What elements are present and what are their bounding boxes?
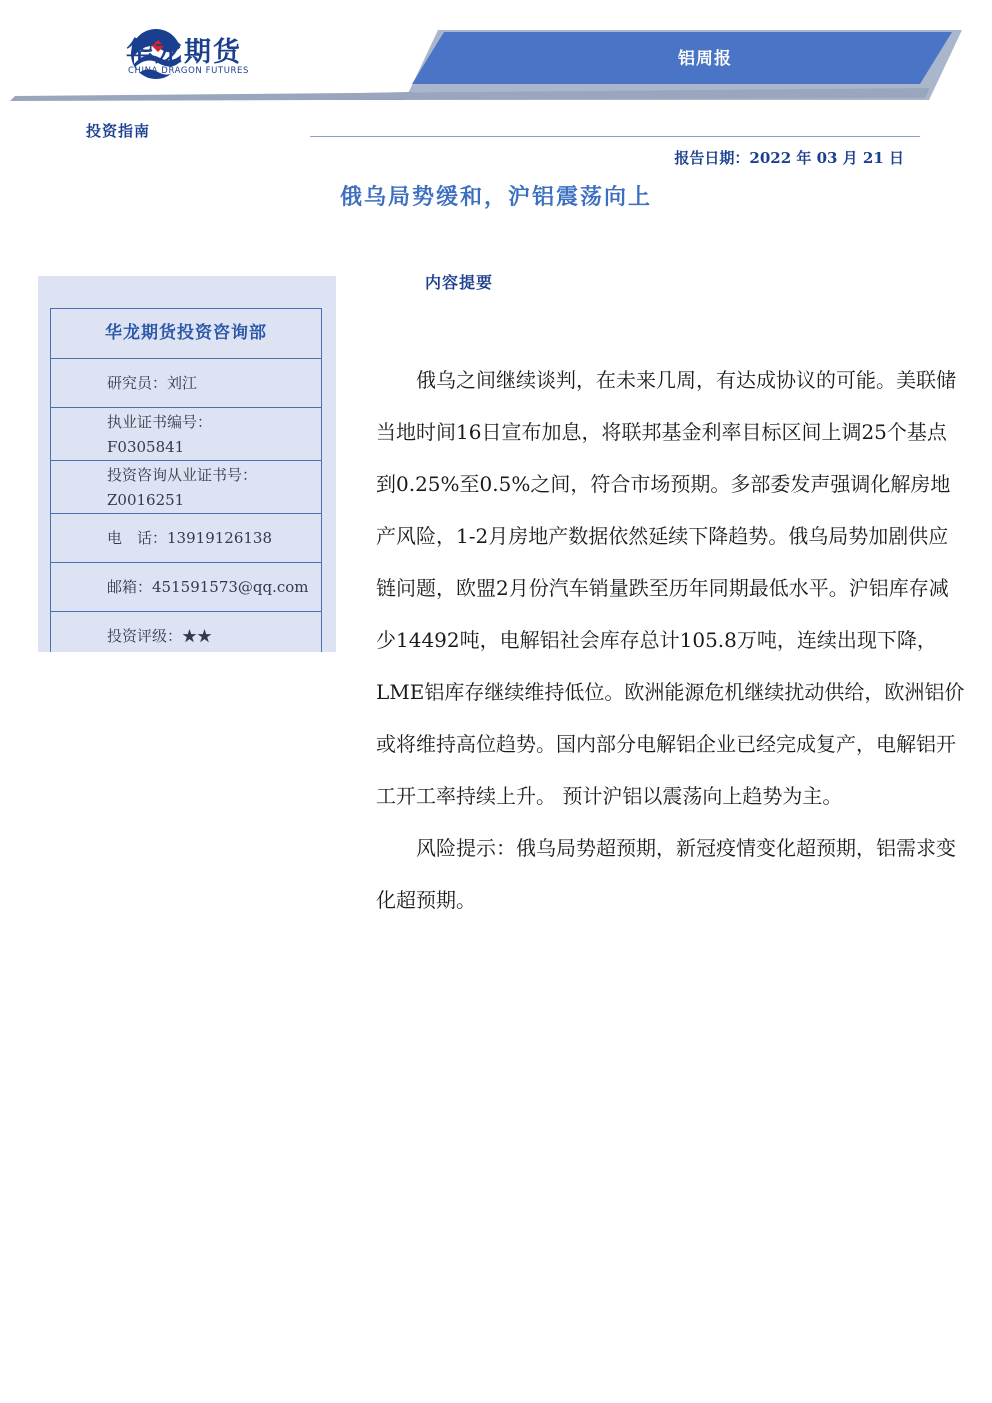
advisory-license-cell xyxy=(51,461,322,514)
header-divider xyxy=(310,136,920,137)
analyst-cell xyxy=(51,359,322,408)
table-row xyxy=(51,359,322,408)
summary-body xyxy=(376,354,966,926)
table-row xyxy=(51,309,322,359)
summary-paragraph: 俄乌之间继续谈判，在未来几周，有达成协议的可能。美联储当地时间16日宣布加息，将联邦基金利率目标区间上调25个基点到0.25%至0.5%之间，符合市场预期。多部委发声强调化解房地产风险，1-2月房地产数据依然延续下降趋势。俄乌局势加剧供应链问题，欧盟2月份汽车销量跌至历年同期最低水平。沪铝库存减少14492吨，电解铝社会库存总计105.8万吨，连续出现下降，LME铝库存继续维持低位。欧洲能源危机继续扰动供给，欧洲铝价或将维持高位趋势。国内部分电解铝企业已经完成复产，电解铝开工开工率持续上升。 预计沪铝以震荡向上趋势为主。 xyxy=(376,368,965,808)
table-row xyxy=(51,461,322,514)
email-value[interactable]: 451591573@qq.com xyxy=(152,577,309,596)
rating-label: 投资评级： xyxy=(107,626,183,645)
email-cell xyxy=(51,563,322,612)
rating-stars: ★★ xyxy=(182,626,213,645)
phone-cell xyxy=(51,514,322,563)
phone-value: 13919126138 xyxy=(167,528,272,547)
analyst-info-panel xyxy=(38,276,336,652)
analyst-value: 刘江 xyxy=(167,373,198,392)
section-label: 投资指南 xyxy=(86,122,151,140)
table-row xyxy=(51,514,322,563)
rating-cell xyxy=(51,612,322,653)
company-name-cn: 华龙期货 xyxy=(126,37,242,68)
table-row xyxy=(51,612,322,653)
risk-paragraph: 风险提示：俄乌局势超预期，新冠疫情变化超预期，铝需求变化超预期。 xyxy=(376,836,956,912)
license-cell xyxy=(51,408,322,461)
license-value: F0305841 xyxy=(107,438,185,456)
phone-label: 电 话： xyxy=(107,528,168,547)
company-name-en: CHINA DRAGON FUTURES xyxy=(128,66,250,76)
department-name: 华龙期货投资咨询部 xyxy=(51,309,322,359)
report-title: 俄乌局势缓和，沪铝震荡向上 xyxy=(339,184,652,210)
advisory-license-value: Z0016251 xyxy=(107,491,185,509)
license-label: 执业证书编号： xyxy=(107,413,213,431)
advisory-license-label: 投资咨询从业证书号： xyxy=(107,466,258,484)
table-row xyxy=(51,408,322,461)
table-row xyxy=(51,563,322,612)
summary-heading: 内容提要 xyxy=(425,273,494,292)
analyst-label: 研究员： xyxy=(107,373,168,392)
document-type: 铝周报 xyxy=(678,49,732,69)
analyst-info-table xyxy=(50,308,322,652)
email-label: 邮箱： xyxy=(107,577,153,596)
report-date: 报告日期：2022 年 03 月 21 日 xyxy=(674,149,904,167)
